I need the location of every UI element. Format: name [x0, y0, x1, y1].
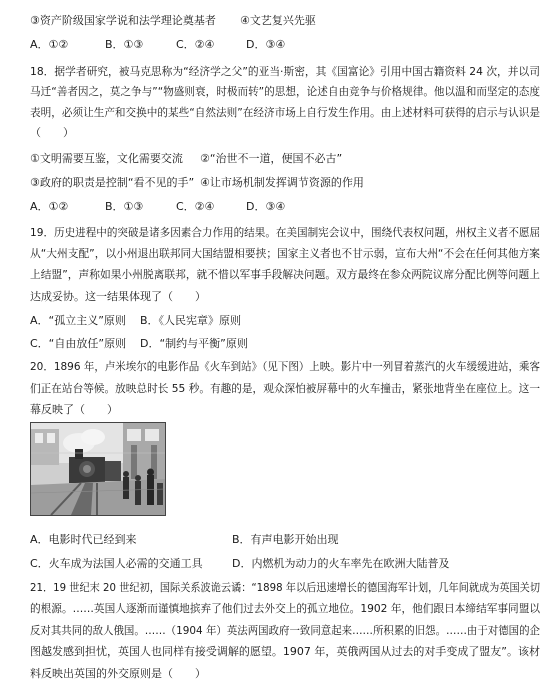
top-option-d: D．③④	[246, 38, 286, 51]
q18-item-3: ③政府的职责是控制“看不见的手”	[30, 176, 195, 189]
train-photo	[30, 422, 166, 516]
q20-line-3: 幕反映了（ ）	[30, 403, 118, 416]
q19-line-4: 达成妥协。这一结果体现了（ ）	[30, 290, 206, 303]
q18-line-4: （ ）	[30, 126, 74, 139]
q21-line-2: 的根源。……英国人逐渐而谨慎地摈弃了他们过去外交上的孤立地位。1902 年，他们跟日本缔结军事同盟以	[30, 602, 541, 615]
q19-line-1: 19．历史进程中的突破是诸多因素合力作用的结果。在美国制宪会议中，围绕代表权问题，州权主义者不愿屈	[30, 226, 541, 239]
top-option-b: B．①③	[105, 38, 144, 51]
q20-line-2: 们正在站台等候。放映总时长 55 秒。有趣的是，观众深怕被屏幕中的火车撞击，紧张地背坐在座位上。这一	[30, 382, 540, 395]
q18-option-b: B．①③	[105, 200, 144, 213]
top-option-a: A．①②	[30, 38, 69, 51]
top-item-4: ④文艺复兴先驱	[240, 14, 316, 27]
q19-option-b: B．《人民宪章》原则	[140, 314, 242, 327]
q19-option-d: D．“制约与平衡”原则	[140, 337, 248, 350]
q19-option-c: C．“自由放任”原则	[30, 337, 127, 350]
top-item-3: ③资产阶级国家学说和法学理论奠基者	[30, 14, 216, 27]
q20-option-a: A．电影时代已经到来	[30, 533, 137, 546]
q20-line-1: 20．1896 年，卢米埃尔的电影作品《火车到站》（见下图）上映。影片中一列冒着蒸汽的火车缓缓进站，乘客	[30, 360, 541, 373]
train-arrival-image	[31, 423, 165, 515]
q21-line-5: 料反映出英国的外交原则是（ ）	[30, 667, 206, 680]
q18-line-1: 18．据学者研究，被马克思称为“经济学之父”的亚当·斯密，其《国富论》引用中国古籍资料 24 次，并以司	[30, 65, 540, 78]
q18-item-4: ④让市场机制发挥调节资源的作用	[200, 176, 364, 189]
q19-line-2: 从“大州支配”，以小州退出联邦同大国结盟相要挟；国家主义者也不甘示弱，宣布大州“不会在任何其他方案	[30, 247, 541, 260]
q21-line-1: 21．19 世纪末 20 世纪初，国际关系波诡云谲：“1898 年以后迅速增长的德国海军计划，几年间就成为英国关切	[30, 581, 541, 594]
top-option-c: C．②④	[176, 38, 215, 51]
q19-option-a: A．“孤立主义”原则	[30, 314, 126, 327]
q21-line-3: 反对其共同的敌人俄国。……（1904 年）英法两国政府一致同意起来……所积累的旧怨。……由于对德国的企	[30, 624, 540, 637]
q20-option-c: C．火车成为法国人必需的交通工具	[30, 557, 203, 570]
q18-line-2: 马迁“善者因之，莫之争与”“物盛则衰，时极而转”的思想，论述自由竞争与价格规律。他以温和而坚定的态度	[30, 85, 541, 98]
q18-item-1: ①文明需要互鉴，文化需要交流	[30, 152, 183, 165]
q18-option-a: A．①②	[30, 200, 69, 213]
q18-item-2: ②“治世不一道，便国不必古”	[200, 152, 343, 165]
q21-line-4: 图越发感到担忧，英国人也同样有接受调解的愿望。1907 年，英俄两国从过去的对手变成了盟友”。该材	[30, 645, 540, 658]
q20-option-b: B．有声电影开始出现	[232, 533, 339, 546]
q18-option-d: D．③④	[246, 200, 286, 213]
q19-line-3: 上结盟”，声称如果小州脱离联邦，就不惜以军事手段解决问题。双方最终在参众两院议席分配比例等问题上	[30, 268, 541, 281]
q18-line-3: 表明，必须让生产和交换中的某些“自然法则”在经济市场上自行发生作用。由上述材料可获得的启示与认识是	[30, 106, 541, 119]
q18-option-c: C．②④	[176, 200, 215, 213]
q20-option-d: D．内燃机为动力的火车率先在欧洲大陆普及	[232, 557, 450, 570]
